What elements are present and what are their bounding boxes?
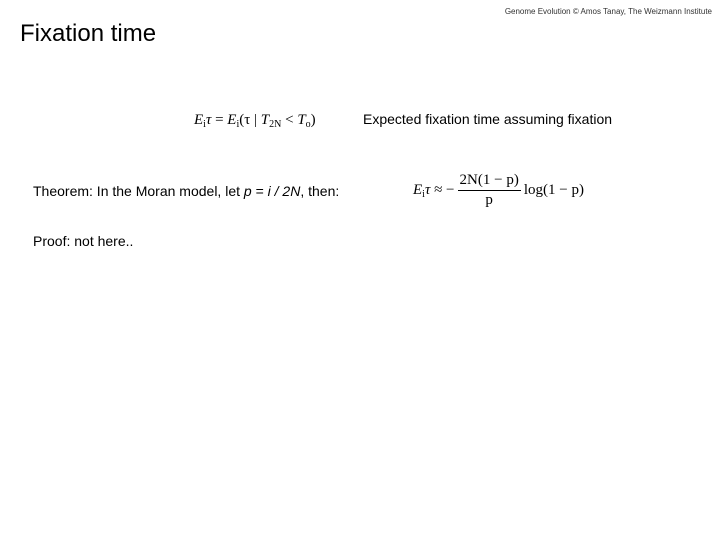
eq2-lhs-e: E [413,181,423,198]
theorem-suffix: , then: [300,183,340,199]
eq1-rhs-e: E [227,112,237,128]
proof-statement [33,233,133,249]
eq1-less-than: < [281,112,298,128]
eq2-lhs-tau: τ [424,181,431,198]
proof-label: Proof [33,233,67,249]
theorem-var: p [243,183,252,199]
eq2-approx: ≈ − [430,181,455,198]
theorem-text: : In the Moran model, let [89,183,244,199]
eq1-lhs-e: E [194,112,204,128]
eq2-denominator: p [485,192,493,208]
eq1-t1: T [260,112,270,128]
theorem-statement [33,183,339,199]
eq1-t2-sub: o [305,119,311,130]
eq1-close: ) [310,112,316,128]
header-credit: Genome Evolution © Amos Tanay, The Weizmann Institute [504,7,712,16]
eq2-lhs-sub: i [422,188,425,200]
fixation-expectation-equation [194,112,316,130]
eq2-log: log(1 − p) [523,181,584,198]
fixation-time-approximation [413,172,584,209]
eq2-numerator: 2N(1 − p) [458,172,521,191]
eq1-lhs-tau: τ [205,112,212,128]
theorem-label: Theorem [33,183,90,199]
eq1-rhs-sub: i [236,119,240,130]
eq1-equals: = [211,112,228,128]
slide-title: Fixation time [20,20,157,47]
equation-caption: Expected fixation time assuming fixation [363,111,613,127]
eq1-lhs-sub: i [203,119,206,130]
theorem-expr: i / 2N [267,183,301,199]
eq1-t1-sub: 2N [269,119,282,130]
eq2-fraction [458,172,521,209]
theorem-assign: = [251,183,268,199]
eq1-t2: T [297,112,306,128]
eq1-rhs-body: (τ | [239,112,261,128]
proof-text: : not here.. [66,233,134,249]
